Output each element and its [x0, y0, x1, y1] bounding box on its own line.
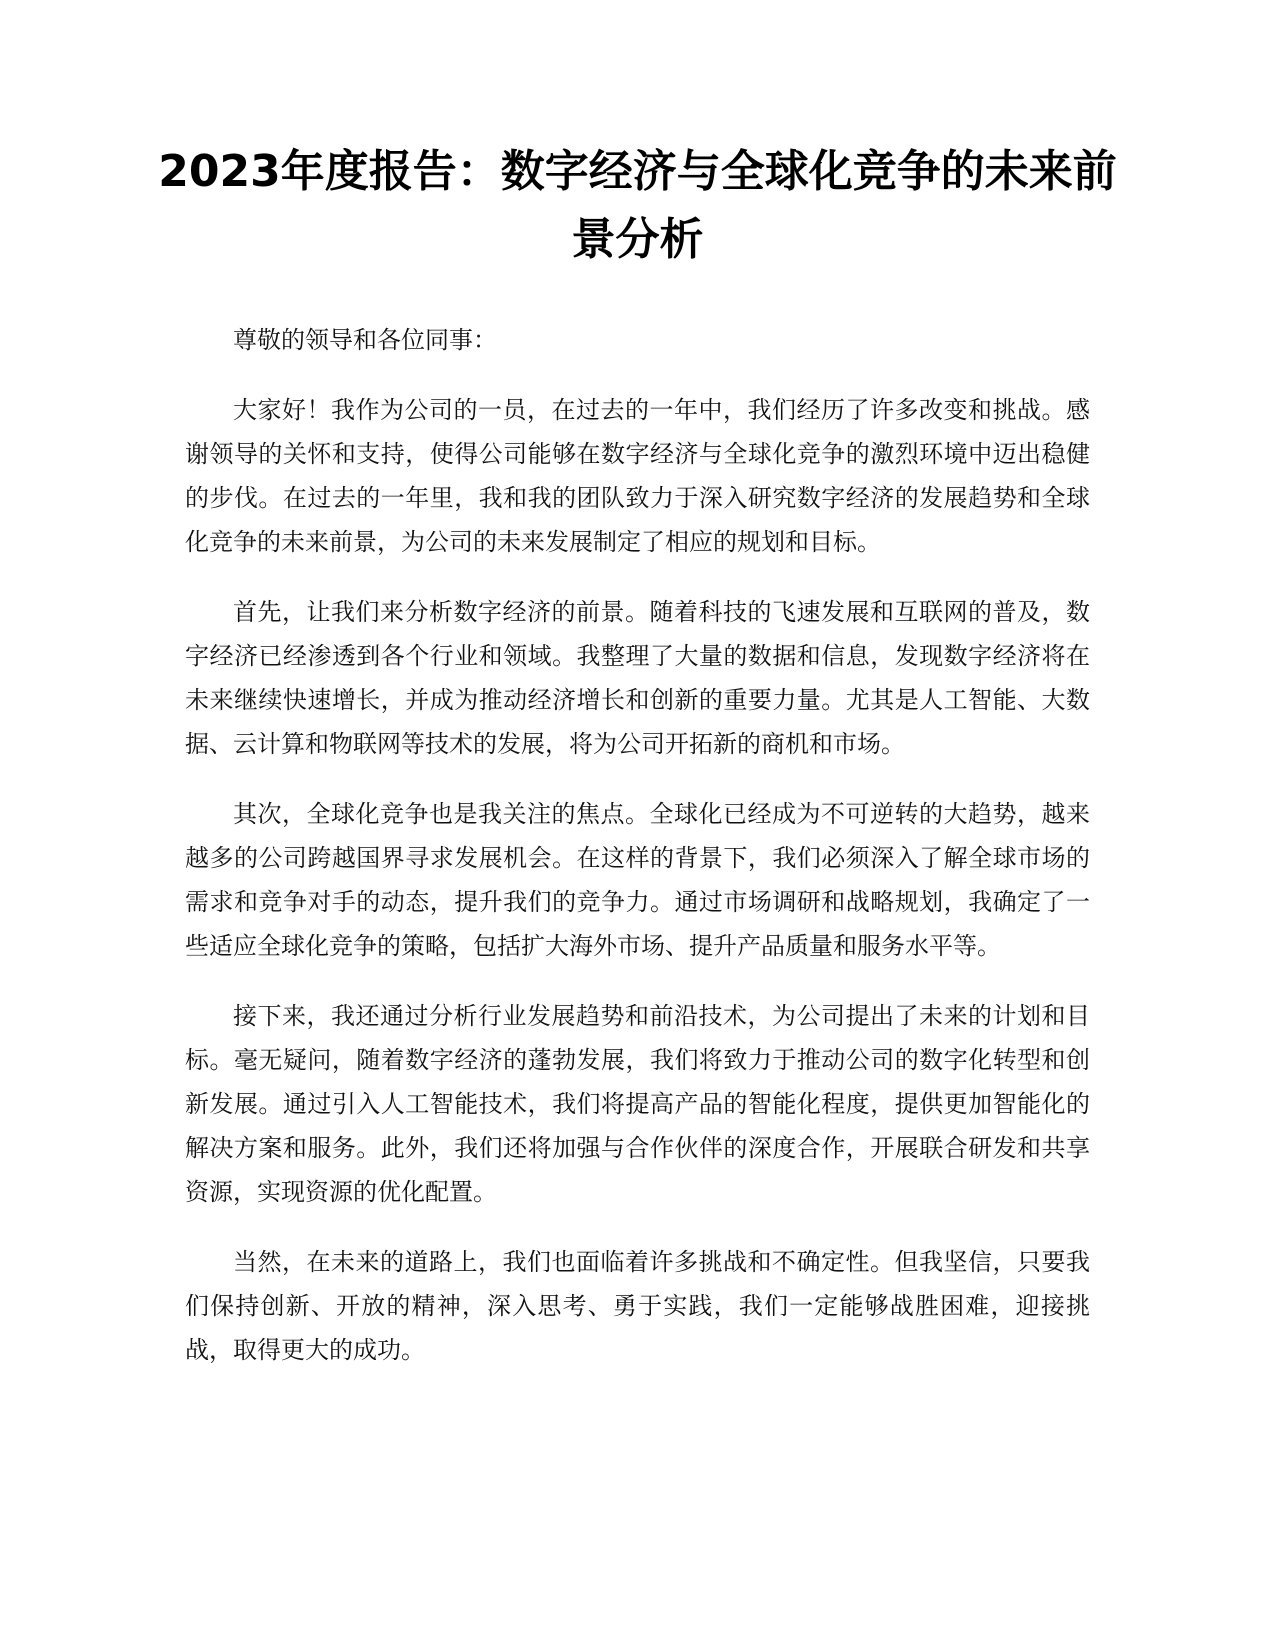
document-title: 2023年度报告：数字经济与全球化竞争的未来前景分析	[158, 146, 1117, 265]
paragraph-closing: 当然，在未来的道路上，我们也面临着许多挑战和不确定性。但我坚信，只要我们保持创新、开放的精神，深入思考、勇于实践，我们一定能够战胜困难，迎接挑战，取得更大的成功。	[185, 1248, 1090, 1364]
paragraph-greeting: 大家好！我作为公司的一员，在过去的一年中，我们经历了许多改变和挑战。感谢领导的关怀和支持，使得公司能够在数字经济与全球化竞争的激烈环境中迈出稳健的步伐。在过去的一年里，我和我的团队致力于深入研究数字经济的发展趋势和全球化竞争的未来前景，为公司的未来发展制定了相应的规划和目标。	[185, 396, 1090, 556]
paragraph-salutation: 尊敬的领导和各位同事：	[233, 326, 497, 354]
paragraph-digital-economy: 首先，让我们来分析数字经济的前景。随着科技的飞速发展和互联网的普及，数字经济已经渗透到各个行业和领域。我整理了大量的数据和信息，发现数字经济将在未来继续快速增长，并成为推动经济增长和创新的重要力量。尤其是人工智能、大数据、云计算和物联网等技术的发展，将为公司开拓新的商机和市场。	[185, 598, 1090, 758]
paragraph-future-plans: 接下来，我还通过分析行业发展趋势和前沿技术，为公司提出了未来的计划和目标。毫无疑问，随着数字经济的蓬勃发展，我们将致力于推动公司的数字化转型和创新发展。通过引入人工智能技术，我们将提高产品的智能化程度，提供更加智能化的解决方案和服务。此外，我们还将加强与合作伙伴的深度合作，开展联合研发和共享资源，实现资源的优化配置。	[185, 1002, 1090, 1206]
document-body	[185, 318, 1090, 1398]
paragraph-globalization: 其次，全球化竞争也是我关注的焦点。全球化已经成为不可逆转的大趋势，越来越多的公司跨越国界寻求发展机会。在这样的背景下，我们必须深入了解全球市场的需求和竞争对手的动态，提升我们的竞争力。通过市场调研和战略规划，我确定了一些适应全球化竞争的策略，包括扩大海外市场、提升产品质量和服务水平等。	[185, 800, 1090, 960]
